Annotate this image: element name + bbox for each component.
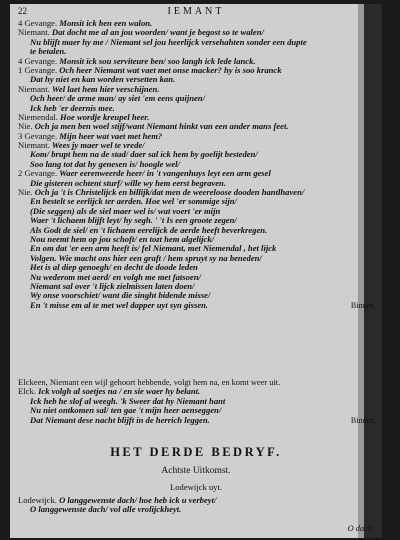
speaker-name: Nie.	[18, 122, 33, 132]
verse-text: Nu wederom met aerd/ en volgh me met fatsoen/	[30, 272, 201, 282]
speaker-name: Niemant.	[18, 141, 50, 151]
verse-text: Kom/ brupt hem na de stad/ daer sal ick hem by goelijt besteden/	[30, 150, 258, 160]
speaker-name: Lodewijck.	[18, 496, 57, 505]
verse-text: Ick heb 'er deernis mee.	[30, 103, 115, 113]
verse-text: Dat docht me al an jou woorden/ want je begost so te walen/	[51, 28, 264, 38]
text-line	[18, 132, 376, 141]
text-line	[18, 104, 376, 113]
text-line	[18, 38, 376, 47]
text-line	[18, 66, 376, 75]
text-line	[18, 282, 376, 291]
text-line	[18, 235, 376, 244]
verse-text: Dat hy niet en kan worden versetten kan.	[30, 75, 176, 85]
verse-text: (Die seggen) als de siel maer wel is/ wat voert 'er mijn	[30, 206, 221, 216]
verse-text: Nu blijft maer hy me / Niemant sel jou heerlijck versehahten sonder een dupte	[30, 37, 307, 47]
verse-text: Waer eerenweerde heer/ in 't vangenhuys leyt een arm gesel	[59, 169, 271, 179]
text-line	[18, 387, 376, 396]
verse-text: Wees jy maer wel te vrede/	[51, 141, 145, 151]
stage-direction: Niemant een wijl gehoort hebbende, volgt hem na, en komt weer uit.	[49, 378, 281, 387]
verse-text: Dat Niemant dese nacht blijft in de herrich leggen.	[30, 415, 210, 425]
book-page	[10, 4, 382, 538]
text-line	[18, 47, 376, 56]
text-line	[18, 169, 376, 178]
verse-text: Mijn heer wat vaet met hem?	[59, 131, 163, 141]
verse-text: Het is al diep genoegh/ en decht de doode leden	[30, 263, 198, 273]
verse-text: Volgen. Wie macht ons hier een graft / hem spruyt sy na beneden/	[30, 253, 262, 263]
text-line	[18, 291, 376, 300]
verse-text: En bestelt se eerlijck ter aerden. Hoe wel 'er sommige sijn/	[30, 197, 237, 207]
lower-dialogue-block	[18, 378, 376, 425]
text-line	[18, 263, 376, 272]
text-line	[18, 160, 376, 169]
text-line	[18, 94, 376, 103]
verse-text: En om dat 'er een arm heeft is/ fel Niemant, met Niemendal , het lijck	[30, 244, 277, 254]
text-line	[18, 207, 376, 216]
catchword: O dach	[347, 524, 372, 533]
speaker-name: Elck.	[18, 387, 36, 397]
text-line	[18, 226, 376, 235]
text-line	[18, 150, 376, 159]
entrance-direction: Lodewijck uyt.	[169, 482, 223, 492]
text-line	[18, 273, 376, 282]
running-head: IEMANT	[167, 6, 225, 17]
verse-text: Nu niet ontkomen sal/ ten gae 't mijn heer aenseggen/	[30, 406, 222, 416]
text-line	[18, 122, 376, 131]
text-line	[18, 57, 376, 66]
text-line	[18, 244, 376, 253]
text-line	[18, 28, 376, 37]
speaker-name: 4 Gevange.	[18, 56, 58, 66]
text-line	[18, 141, 376, 150]
text-line	[18, 301, 376, 310]
text-line	[18, 179, 376, 188]
text-line	[18, 188, 376, 197]
exit-direction: Binnen.	[350, 300, 376, 310]
verse-text: Waer 't lichaem blijft leyt/ hy segh. ' 't Is een groote zegen/	[30, 216, 237, 226]
speaker-name: Niemendal.	[18, 112, 58, 122]
verse-text: te betalen.	[30, 47, 67, 57]
text-line	[18, 19, 376, 28]
verse-text: Och ja men ben woel stijf/want Niemant hinkt van een ander mans feet.	[34, 122, 289, 132]
verse-text: Niemant sal over 't lijck zielmissen laten doen/	[30, 281, 195, 291]
closing-dialogue-block	[18, 496, 376, 515]
speaker-name: Niemant.	[18, 84, 50, 94]
scene-title: Achtste Uitkomst.	[161, 466, 231, 476]
verse-text: Och ja 't is Christelijck en billijk/dat men de weereloose dooden hantlhaven/	[34, 188, 305, 198]
main-dialogue-block	[18, 19, 376, 310]
speaker-name: 4 Gevange.	[18, 19, 58, 28]
text-line	[18, 75, 376, 84]
text-line	[18, 85, 376, 94]
verse-text: Monsit ick ben een walon.	[59, 19, 153, 28]
verse-text: Wy onse voorschiet/ want die singht bidende misse/	[30, 291, 211, 301]
exit-direction: Binnen.	[350, 415, 376, 425]
verse-text: Soo lang tot dat hy genesen is/ hoogle wel/	[30, 159, 180, 169]
text-line	[18, 378, 376, 387]
verse-text: Monsit ick sou serviteure ben/ soo langh ick lede lanck.	[59, 56, 256, 66]
speaker-name: 2 Gevange.	[18, 169, 58, 179]
text-line	[18, 216, 376, 225]
verse-text: Hoe wordje kreupel heer.	[60, 112, 150, 122]
text-line	[18, 254, 376, 263]
verse-text: Nou neemt hem op jou schoft/ en tozt hem algelijck/	[30, 234, 215, 244]
verse-text: O langgewenste dach/ vol alle vrolijckheyt.	[30, 505, 182, 515]
speaker-name: Niemant.	[18, 28, 50, 38]
verse-text: Wel laet hem hier verschijnen.	[51, 84, 160, 94]
speaker-name: 3 Gevange.	[18, 131, 58, 141]
speaker-name: Nie.	[18, 188, 33, 198]
page-header	[18, 6, 374, 18]
text-line	[18, 397, 376, 406]
text-line	[18, 505, 376, 514]
text-line	[18, 406, 376, 415]
text-line	[18, 496, 376, 505]
verse-text: En 't misse em al te met wel dapper uyt syn gissen.	[30, 300, 209, 310]
verse-text: Die gisteren ochtent sturf/ wille wy hem eerst begraven.	[30, 178, 226, 188]
verse-text: Ick heb he slof al weegh. 'k Sweer dat hy Niemant hant	[30, 396, 226, 406]
speaker-name: 1 Gevange.	[18, 65, 58, 75]
verse-text: Ick volgh al soetjes na / en sie waer hy belant.	[38, 387, 201, 397]
speaker-name: Elckeen,	[18, 378, 48, 387]
act-title: HET DERDE BEDRYF.	[110, 445, 282, 459]
verse-text: Och heer Niemant wat vaet met onse macker? hy is soo kranck	[59, 65, 282, 75]
verse-text: Och heer/ de arme man/ ay siet 'em eens quijnen/	[30, 94, 205, 104]
verse-text: O langgewenste dach/ hoe heb ick u verbeyt/	[59, 496, 217, 505]
text-line	[18, 416, 376, 425]
verse-text: Als Godt de siel/ en 't lichaem eerelijck de aerde heeft beverkregen.	[30, 225, 268, 235]
text-line	[18, 197, 376, 206]
text-line	[18, 113, 376, 122]
page-number: 22	[18, 6, 27, 16]
